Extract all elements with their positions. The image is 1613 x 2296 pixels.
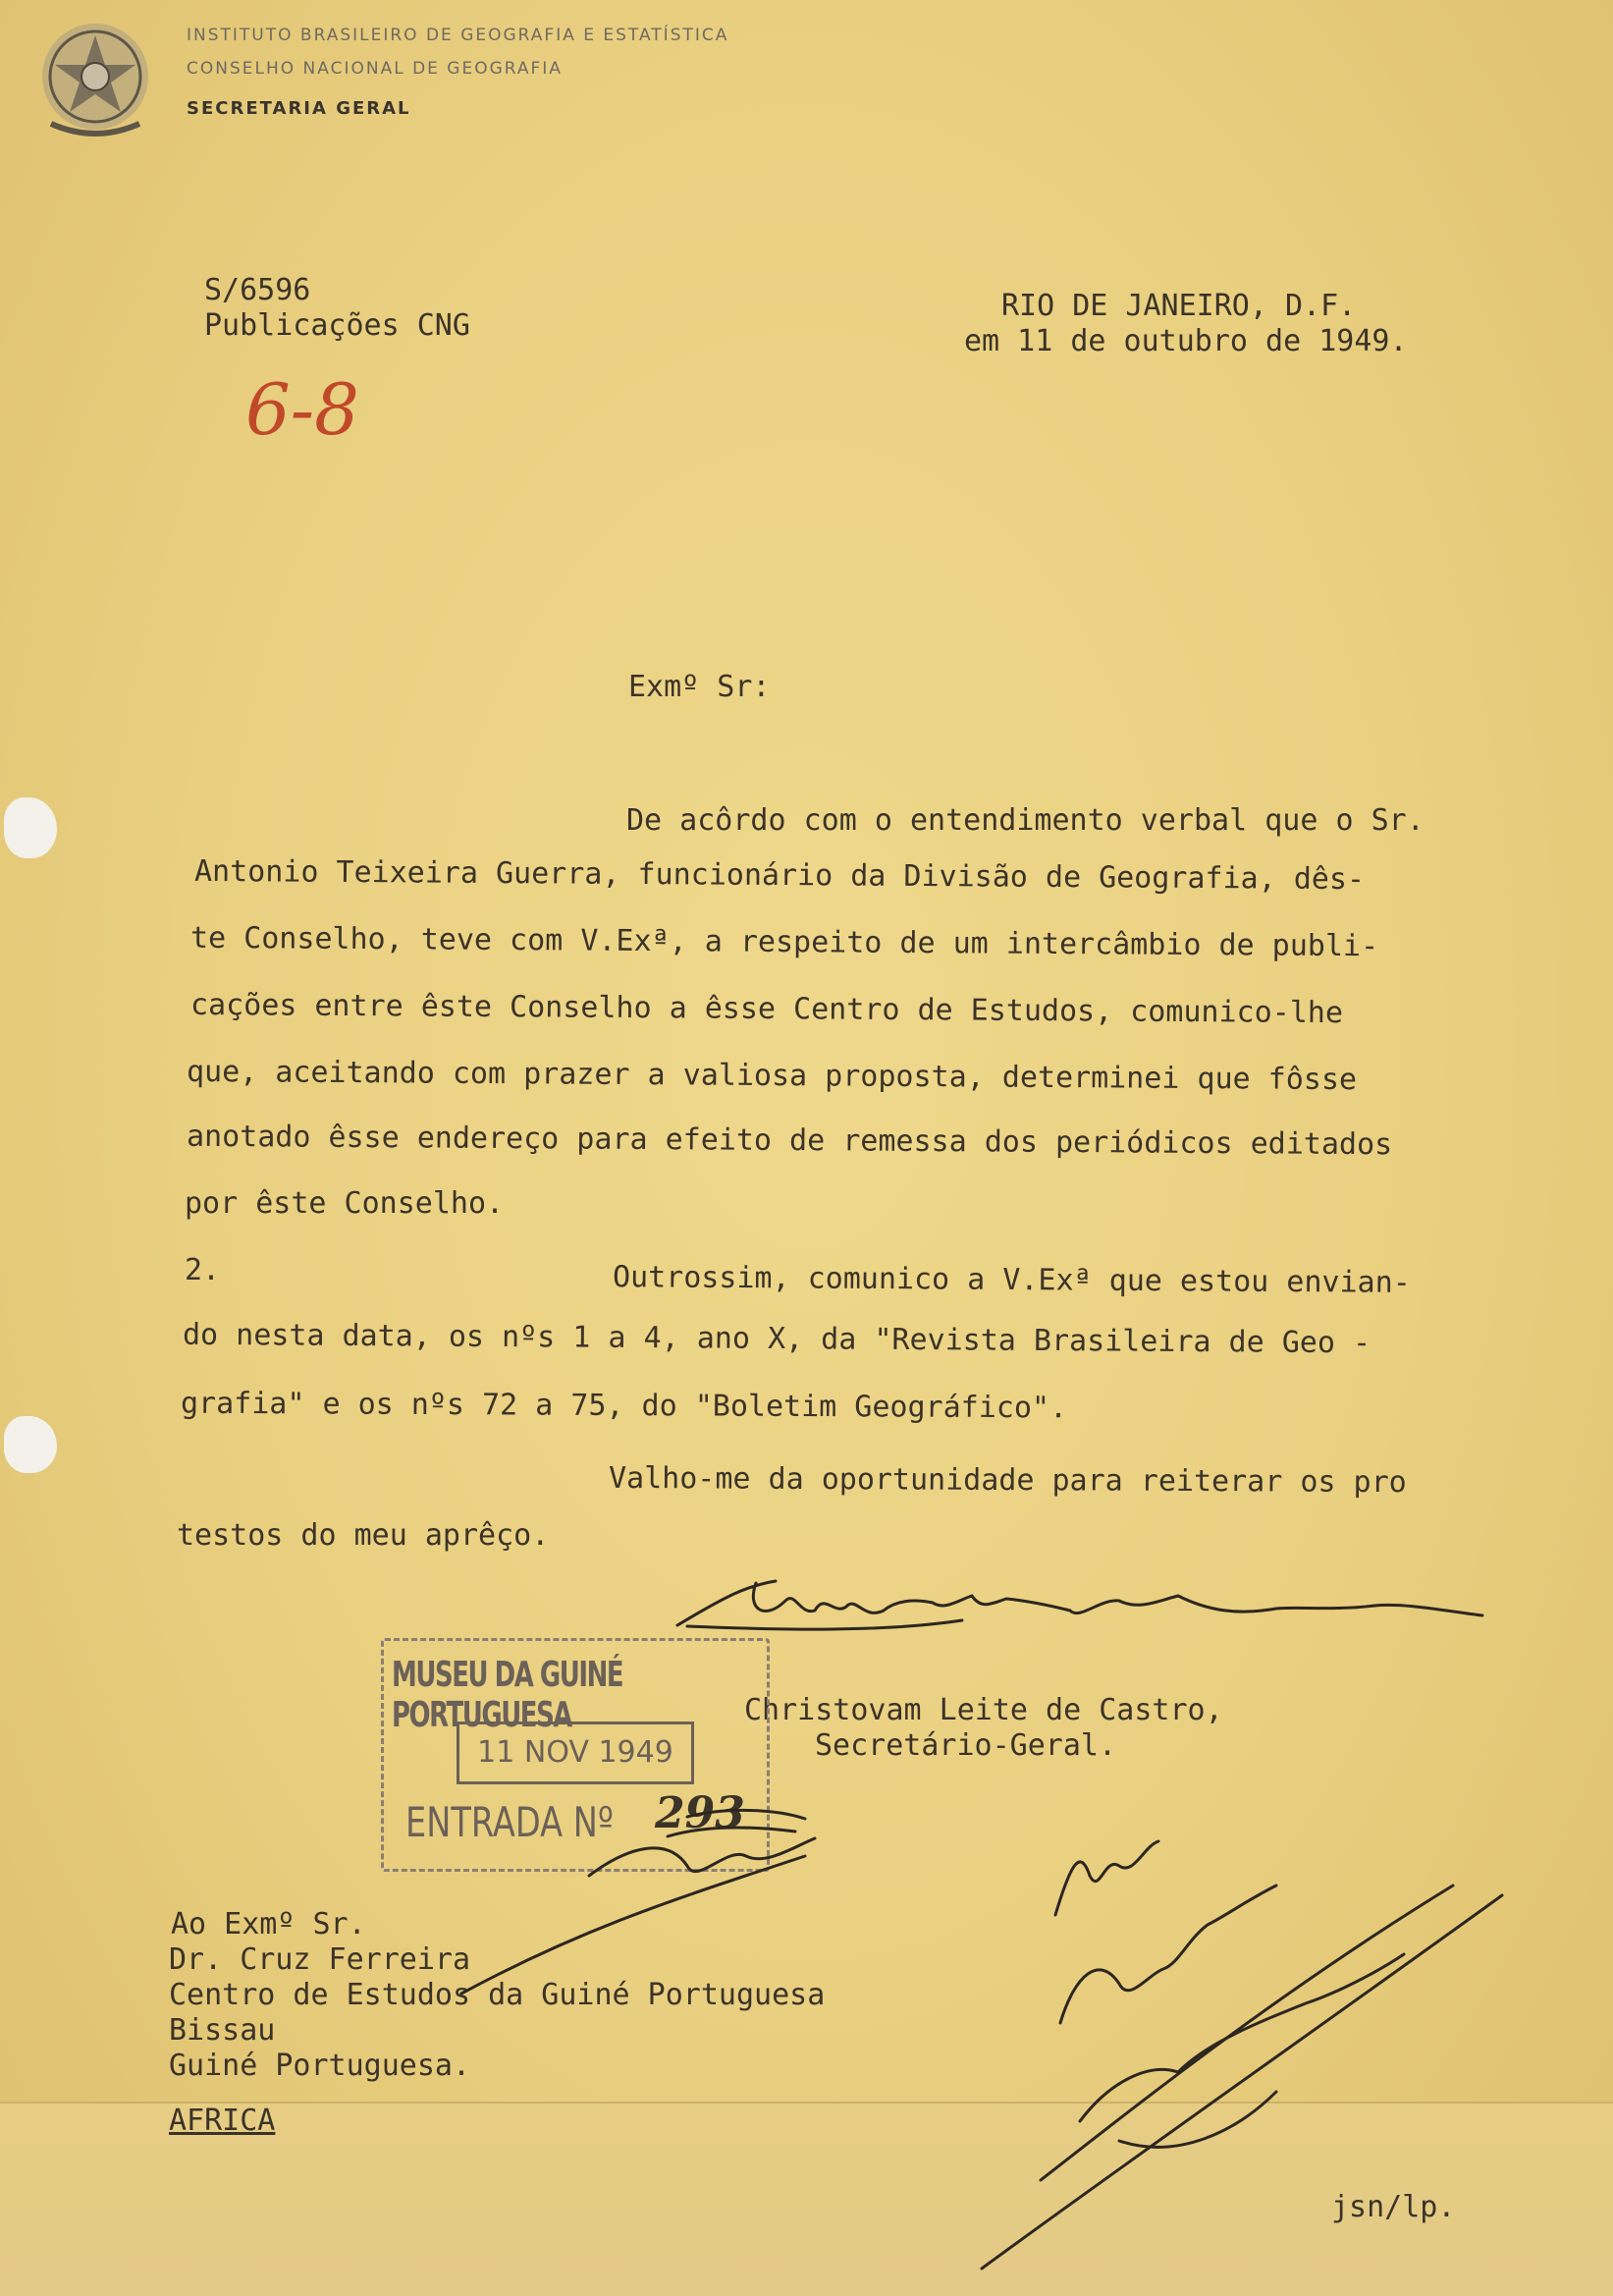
body-line: anotado êsse endereço para efeito de remessa dos periódicos editados [186, 1119, 1393, 1163]
stamp-entry-label: ENTRADA Nº [405, 1798, 614, 1846]
recipient-line: Guiné Portuguesa. [169, 2049, 471, 2083]
city: RIO DE JANEIRO, D.F. [1001, 289, 1357, 323]
body-line: grafia" e os nºs 72 a 75, do "Boletim Geográfico". [180, 1386, 1068, 1426]
body-line: cações entre êste Conselho a êsse Centro de Estudos, comunico-lhe [189, 987, 1344, 1031]
body-line: por êste Conselho. [185, 1186, 505, 1221]
signatory-name: Christovam Leite de Castro, [744, 1693, 1223, 1727]
body-line: te Conselho, teve com V.Exª, a respeito de um intercâmbio de publi- [189, 920, 1379, 964]
stamp-entry-number: 293 [655, 1788, 745, 1838]
handwritten-file-note: 6-8 [245, 368, 359, 451]
paragraph-number: 2. [185, 1253, 221, 1287]
council-name: CONSELHO NACIONAL DE GEOGRAFIA [187, 59, 563, 79]
reference-subject: Publicações CNG [204, 308, 470, 343]
reference-number: S/6596 [204, 273, 311, 307]
institute-name: INSTITUTO BRASILEIRO DE GEOGRAFIA E ESTATÍSTICA [187, 26, 729, 45]
body-line: Outrossim, comunico a V.Exª que estou envian- [612, 1260, 1411, 1300]
closing-line: Valho-me da oportunidade para reiterar os pro [608, 1460, 1407, 1501]
recipient-line: Ao Exmº Sr. [171, 1907, 366, 1941]
letter-date: em 11 de outubro de 1949. [964, 324, 1408, 358]
region-label: AFRICA [169, 2104, 276, 2138]
department-name: SECRETARIA GERAL [187, 98, 411, 119]
body-line: do nesta data, os nºs 1 a 4, ano X, da "Revista Brasileira de Geo - [182, 1317, 1371, 1361]
stamp-title: MUSEU DA GUINÉ PORTUGUESA [392, 1655, 623, 1735]
body-line: Antonio Teixeira Guerra, funcionário da Divisão de Geografia, dês- [193, 853, 1366, 898]
recipient-line: Bissau [169, 2013, 276, 2048]
body-line: De acôrdo com o entendimento verbal que o Sr. [626, 803, 1425, 838]
body-line: que, aceitando com prazer a valiosa proposta, determinei que fôsse [186, 1054, 1358, 1098]
closing-line: testos do meu aprêço. [177, 1518, 550, 1553]
stamp-date: 11 NOV 1949 [457, 1722, 694, 1784]
signatory-title: Secretário-Geral. [815, 1728, 1117, 1763]
recipient-line: Centro de Estudos da Guiné Portuguesa [169, 1978, 826, 2012]
typist-initials: jsn/lp. [1331, 2190, 1456, 2224]
recipient-line: Dr. Cruz Ferreira [169, 1942, 471, 1977]
salutation: Exmº Sr: [628, 670, 771, 704]
